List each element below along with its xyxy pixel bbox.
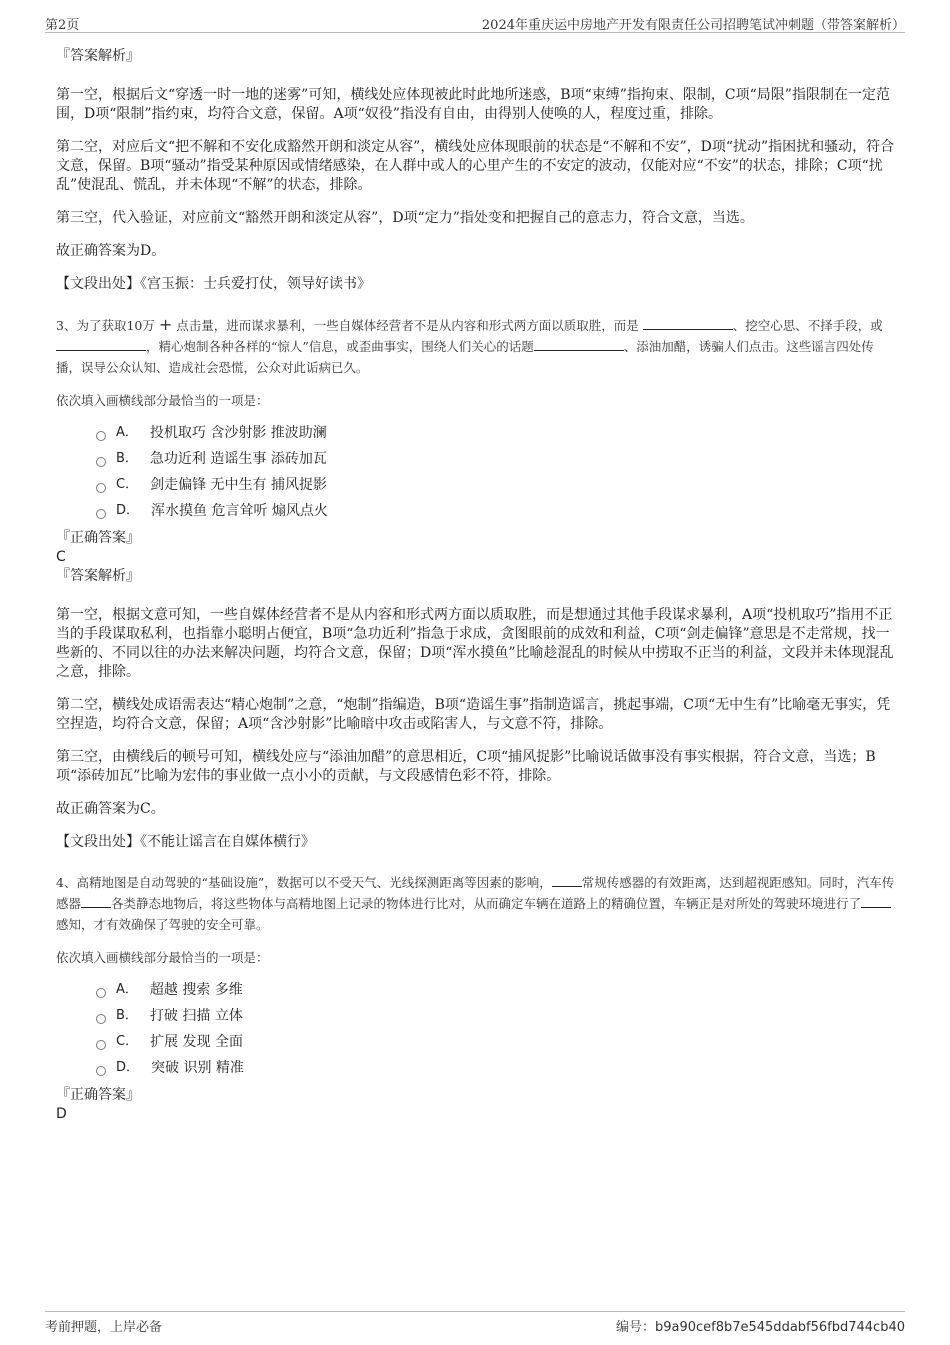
option-c[interactable]: C． 剑走偏锋 无中生有 捕风捉影: [96, 472, 898, 498]
page-header: [45, 10, 905, 33]
question-4-prompt: 依次填入画横线部分最恰当的一项是：: [56, 950, 269, 965]
page-footer: [45, 1311, 905, 1335]
fill-blank: [81, 895, 111, 908]
radio-button-icon[interactable]: [96, 431, 106, 441]
radio-button-icon[interactable]: [96, 1066, 106, 1076]
correct-answer: D: [56, 1106, 67, 1122]
radio-button-icon[interactable]: [96, 483, 106, 493]
document-code: 编号：b9a90cef8b7e545ddabf56fbd744cb40: [615, 1320, 905, 1335]
analysis-paragraph-1: 第一空，根据文意可知，一些自媒体经营者不是从内容和形式两方面以质取胜，而是想通过其他手段谋求暴利，A项“投机取巧”指用不正当的手段谋取私利，也指靠小聪明占便宜，B项“急功近利”指急于求成，贪图眼前的成效和利益，C项“剑走偏锋”意思是不走常规，找一些新的、不同以往的办法来解决问题，均符合文意，保留；D项“浑水摸鱼”比喻趁混乱的时候从中捞取不正当的利益，文段并未体现混乱之意，排除。: [56, 607, 894, 680]
fill-blank: [643, 317, 733, 330]
correct-answer-label: 『正确答案』: [56, 1087, 140, 1103]
analysis-paragraph-2: 第二空，对应后文“把不解和不安化成豁然开朗和淡定从容”，横线处应体现眼前的状态是“不解和不安”，D项“扰动”指困扰和骚动，符合文意，保留。B项“骚动”指受某种原因或情绪感染，在人群中或人的心里产生的不安定的波动，仅能对应“不安”的状态，排除；C项“扰乱”使混乱、慌乱，并未体现“不解”的状态，排除。: [56, 139, 895, 193]
question-4-text: 4、高精地图是自动驾驶的“基础设施”，数据可以不受天气、光线探测距离等因素的影响， 常规传感器的有效距离，达到超视距感知。同时，汽车传感器 各类静态地物后，将这些物体与高精地图上记录的物体进行比对，从而确定车辆在道路上的精确位置，车辆正是对所处的驾驶环境进行了感知，才有效确保了驾驶的安全可靠。: [56, 875, 895, 932]
option-b[interactable]: B． 急功近利 造谣生事 添砖加瓦: [96, 446, 898, 472]
analysis-conclusion: 故正确答案为D。: [56, 243, 166, 259]
analysis-label: 『答案解析』: [56, 48, 140, 64]
document-body: [56, 46, 898, 1123]
question-3-options: [96, 420, 898, 524]
option-c[interactable]: C． 扩展 发现 全面: [96, 1029, 898, 1055]
analysis-paragraph-2: 第二空，横线处成语需表达“精心炮制”之意，“炮制”指编造，B项“造谣生事”指制造谣言，挑起事端，C项“无中生有”比喻毫无事实，凭空捏造，均符合文意，保留；A项“含沙射影”比喻暗中攻击或陷害人，与文意不符，排除。: [56, 697, 891, 732]
fill-blank: [56, 338, 146, 351]
question-3-prompt: 依次填入画横线部分最恰当的一项是：: [56, 393, 269, 408]
correct-answer: C: [56, 549, 66, 565]
correct-answer-label: 『正确答案』: [56, 530, 140, 546]
option-d[interactable]: D． 突破 识别 精准: [96, 1055, 898, 1081]
radio-button-icon[interactable]: [96, 509, 106, 519]
analysis-paragraph-3: 第三空，代入验证，对应前文“豁然开朗和淡定从容”，D项“定力”指处变和把握自己的意志力，符合文意，当选。: [56, 210, 754, 226]
option-d[interactable]: D． 浑水摸鱼 危言耸听 煽风点火: [96, 498, 898, 524]
source-citation: 【文段出处】《宫玉振：士兵爱打仗，领导好读书》: [56, 276, 371, 292]
option-a[interactable]: A． 投机取巧 含沙射影 推波助澜: [96, 420, 898, 446]
analysis-label: 『答案解析』: [56, 568, 140, 584]
document-title: 2024年重庆运中房地产开发有限责任公司招聘笔试冲刺题（带答案解析）: [481, 18, 905, 33]
radio-button-icon[interactable]: [96, 988, 106, 998]
question-4-options: [96, 977, 898, 1081]
fill-blank: [861, 895, 891, 908]
option-a[interactable]: A． 超越 搜索 多维: [96, 977, 898, 1003]
radio-button-icon[interactable]: [96, 1040, 106, 1050]
analysis-paragraph-1: 第一空，根据后文“穿透一时一地的迷雾”可知，横线处应体现被此时此地所迷惑，B项“束缚”指拘束、限制，C项“局限”指限制在一定范围，D项“限制”指约束，均符合文意，保留。A项“奴役”指没有自由，由得别人使唤的人，程度过重，排除。: [56, 87, 890, 122]
page-number: 第2页: [45, 18, 80, 33]
footer-motto: 考前押题，上岸必备: [45, 1320, 163, 1335]
analysis-conclusion: 故正确答案为C。: [56, 801, 165, 817]
radio-button-icon[interactable]: [96, 1014, 106, 1024]
option-b[interactable]: B． 打破 扫描 立体: [96, 1003, 898, 1029]
fill-blank: [534, 338, 624, 351]
plus-icon: +: [158, 315, 173, 334]
analysis-paragraph-3: 第三空，由横线后的顿号可知，横线处应与“添油加醋”的意思相近，C项“捕风捉影”比喻说话做事没有事实根据，符合文意，当选；B项“添砖加瓦”比喻为宏伟的事业做一点小小的贡献，与文段感情色彩不符，排除。: [56, 749, 876, 784]
question-3-text: 3、为了获取10万 + 点击量，进而谋求暴利，一些自媒体经营者不是从内容和形式两方面以质取胜，而是 、挖空心思、不择手段，或，精心炮制各种各样的“惊人”信息，或歪曲事实，围绕人们关心的话题 、添油加醋，诱骗人们点击。这些谣言四处传播，误导公众认知、造成社会恐慌，公众对此诟病已久。: [56, 315, 883, 375]
radio-button-icon[interactable]: [96, 457, 106, 467]
source-citation: 【文段出处】《不能让谣言在自媒体横行》: [56, 834, 315, 850]
fill-blank: [552, 874, 582, 887]
